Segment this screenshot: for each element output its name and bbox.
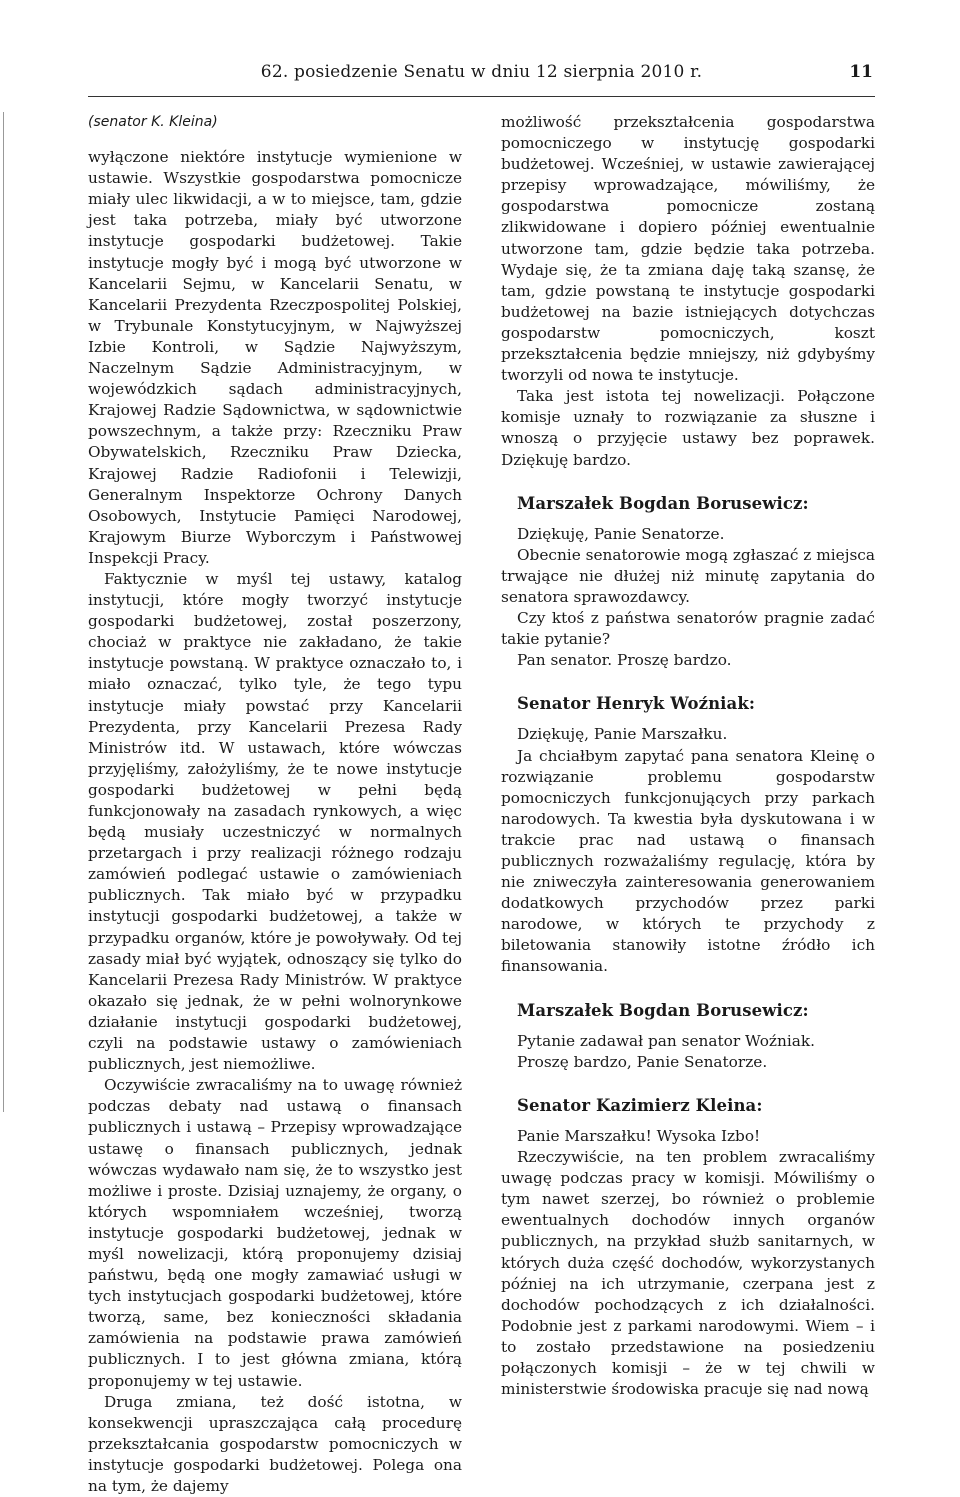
paragraph: Pan senator. Proszę bardzo. [517,651,732,670]
paragraph: Czy ktoś z państwa senatorów pragnie zadać takie pytanie? [501,609,875,649]
margin-line [3,112,4,1112]
paragraph: Obecnie senatorowie mogą zgłaszać z miejsca trwające nie dłużej niż minutę zapytania do senatora sprawozdawcy. [501,545,875,606]
speaker-note: (senator K. Kleina) [88,114,218,130]
paragraph: Dziękuję, Panie Marszałku. [517,725,728,744]
paragraph: możliwość przekształcenia gospodarstwa pomocniczego w instytucję gospodarki budżetowej. Wcześniej, w ustawie zawierającej przepisy wprowadzające, mówiliśmy, że gospodarstwa pomocnicze zostaną zlikwidowane i dopiero później ewentualnie utworzone tam, gdzie będzie taka potrzeba. Wydaje się, że ta zmiana daję taką szansę, że tam, gdzie powstaną te instytucje gospodarki budżetowej na bazie istniejących dotychczas gospodarstw pomocniczych, koszt przekształcenia będzie mniejszy, niż gdybyśmy tworzyli od nowa te instytucje. [501,113,875,385]
paragraph: wyłączone niektóre instytucje wymienione w ustawie. Wszystkie gospodarstwa pomocnicze miały ulec likwidacji, a w to miejsce, tam, gdzie jest taka potrzeba, miały być utworzone instytucje gospodarki budżetowej. Takie instytucje mogły być i mogą być utworzone w Kancelarii Sejmu, w Kancelarii Senatu, w Kancelarii Prezydenta Rzeczpospolitej Polskiej, w Trybunale Konstytucyjnym, w Najwyższej Izbie Kontroli, w Sądzie Najwyższym, Naczelnym Sądzie Administracyjnym, w wojewódzkich sądach administracyjnych, Krajowej Radzie Sądownictwa, w sądownictwie powszechnym, a także przy: Rzeczniku Praw Obywatelskich, Rzeczniku Praw Dziecka, Krajowej Radzie Radiofonii i Telewizji, Generalnym Inspektorze Ochrony Danych Osobowych, Instytucie Pamięci Narodowej, Krajowym Biurze Wyborczym i Państwowej Inspekcji Pracy. [88,148,462,567]
speaker-heading: Marszałek Bogdan Borusewicz: [517,493,809,513]
speaker-heading: Marszałek Bogdan Borusewicz: [517,1000,809,1020]
page-header [88,62,875,88]
session-title: 62. posiedzenie Senatu w dniu 12 sierpnia 2010 r. [260,62,703,82]
paragraph: Panie Marszałku! Wysoka Izbo! [517,1126,761,1145]
right-column [501,112,875,1400]
page-number: 11 [849,62,873,82]
paragraph: Faktycznie w myśl tej ustawy, katalog instytucji, które mogły tworzyć instytucje gospodarki budżetowej, został poszerzony, chociaż w praktyce nie zakładano, że takie instytucje powstaną. W praktyce oznaczało to, i miało oznaczać, tylko tyle, że tego typu instytucje miały powstać przy Kancelarii Prezydenta, przy Kancelarii Prezesa Rady Ministrów itd. W ustawach, które wówczas przyjęliśmy, założyliśmy, że te nowe instytucje gospodarki budżetowej w pełni będą funkcjonowały na zasadach rynkowych, a więc będą musiały uczestniczyć w normalnych przetargach i przy realizacji różnego rodzaju zamówień podlegać ustawie o zamówieniach publicznych. Tak miało być w przypadku instytucji gospodarki budżetowej, a także w przypadku organów, które je powoływały. Od tej zasady miał być wyjątek, odnoszący się tylko do Kancelarii Prezesa Rady Ministrów. W praktyce okazało się jednak, że w pełni wolnorynkowe działanie instytucji gospodarki budżetowej, czyli na podstawie ustawy o zamówieniach publicznych, jest niemożliwe. [88,569,462,1074]
speaker-heading: Senator Kazimierz Kleina: [517,1095,763,1115]
left-column [88,112,462,1497]
paragraph: Rzeczywiście, na ten problem zwracaliśmy uwagę podczas pracy w komisji. Mówiliśmy o tym nawet szerzej, bo również o problemie ewentualnych dochodów innych organów publicznych, na przykład służb sanitarnych, w których duża część dochodów, wykorzystanych później na ich utrzymanie, czerpana jest z dochodów pochodzących z ich działalności. Podobnie jest z parkami narodowymi. Wiem – i to zostało przedstawione na posiedzeniu połączonych komisji – że w tej chwili w ministerstwie środowiska pracuje się nad nową [501,1148,875,1399]
paragraph: Oczywiście zwracaliśmy na to uwagę również podczas debaty nad ustawą o finansach publicznych i ustawą – Przepisy wprowadzające ustawę o finansach publicznych, jednak wówczas wydawało nam się, że to wszystko jest możliwe i proste. Dzisiaj uznajemy, że organy, o których wspomniałem wcześniej, tworzą instytucje gospodarki budżetowej, jednak w myśl nowelizacji, którą proponujemy dzisiaj państwu, będą one mogły zamawiać usługi w tych instytucjach gospodarki budżetowej, które tworzą, same, bez konieczności składania zamówienia na podstawie prawa zamówień publicznych. I to jest główna zmiana, którą proponujemy w tej ustawie. [88,1076,462,1390]
speaker-heading: Senator Henryk Woźniak: [517,694,756,714]
paragraph: Pytanie zadawał pan senator Woźniak. [517,1031,815,1050]
paragraph: Druga zmiana, też dość istotna, w konsekwencji upraszczająca całą procedurę przekształcania gospodarstw pomocniczych w instytucje gospodarki budżetowej. Polega ona na tym, że dajemy [88,1392,462,1495]
paragraph: Dziękuję, Panie Senatorze. [517,524,725,543]
header-rule [88,96,875,97]
paragraph: Ja chciałbym zapytać pana senatora Kleinę o rozwiązanie problemu gospodarstw pomocniczych funkcjonujących przy parkach narodowych. Ta kwestia była dyskutowana i w trakcie prac nad ustawą o finansach publicznych rozważaliśmy regulację, która by nie zniweczyła zainteresowania generowaniem dodatkowych przychodów przez parki narodowe, w których te przychody z biletowania stanowiły istotne źródło ich finansowania. [501,746,875,976]
paragraph: Taka jest istota tej nowelizacji. Połączone komisje uznały to rozwiązanie za słuszne i wnoszą o przyjęcie ustawy bez poprawek. Dziękuję bardzo. [501,387,875,469]
left-body [88,147,462,1497]
paragraph: Proszę bardzo, Panie Senatorze. [517,1052,768,1071]
